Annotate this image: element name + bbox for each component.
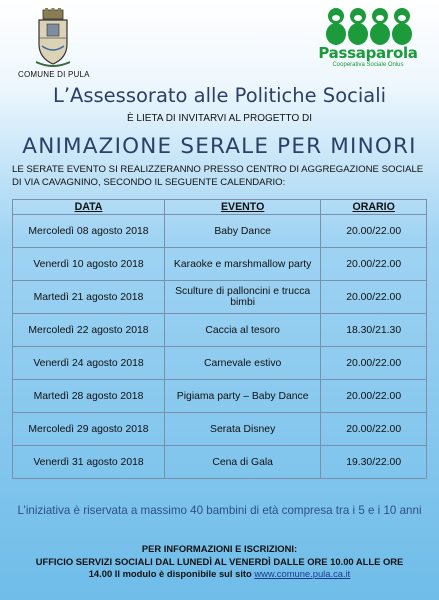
cell-date: Martedì 28 agosto 2018	[13, 380, 165, 413]
cell-time: 20.00/22.00	[321, 413, 427, 446]
table-row	[13, 248, 427, 281]
cell-event: Pigiama party – Baby Dance	[164, 380, 320, 413]
cell-time: 20.00/22.00	[321, 347, 427, 380]
header-data: DATA	[13, 200, 165, 215]
cell-event: Baby Dance	[164, 215, 320, 248]
cell-date: Venerdì 31 agosto 2018	[13, 446, 165, 479]
cell-event: Sculture di palloncini e trucca bimbi	[164, 281, 320, 314]
project-title: ANIMAZIONE SERALE PER MINORI	[22, 134, 417, 159]
info-form-line	[0, 568, 439, 581]
participation-note: L’iniziativa è riservata a massimo 40 bambini di età compresa tra i 5 e i 10 anni	[17, 504, 422, 517]
header-orario: ORARIO	[321, 200, 427, 215]
info-block	[0, 543, 439, 581]
logo-subtitle: Cooperativa Sociale Onlus	[332, 62, 404, 68]
cell-event: Cena di Gala	[164, 446, 320, 479]
cell-time: 19.30/22.00	[321, 446, 427, 479]
passaparola-logo	[304, 6, 432, 80]
logo-name: Passaparola	[318, 44, 418, 62]
table-row	[13, 347, 427, 380]
cell-date: Martedì 21 agosto 2018	[13, 281, 165, 314]
assessorato-title: L’Assessorato alle Politiche Sociali	[52, 84, 387, 107]
table-row	[13, 281, 427, 314]
info-hours: UFFICIO SERVIZI SOCIALI DAL LUNEDÌ AL VENERDÌ DALLE ORE 10.00 ALLE ORE	[35, 555, 404, 567]
intro-text: LE SERATE EVENTO SI REALIZZERANNO PRESSO CENTRO DI AGGREGAZIONE SOCIALE DI VIA CAVAGNINO, SECONDO IL SEGUENTE CALENDARIO:	[12, 164, 424, 188]
table-header-row	[13, 200, 427, 215]
cell-date: Mercoledì 08 agosto 2018	[13, 215, 165, 248]
cell-time: 20.00/22.00	[321, 215, 427, 248]
cell-time: 20.00/22.00	[321, 281, 427, 314]
table-row	[13, 215, 427, 248]
invitation-line: È LIETA DI INVITARVI AL PROGETTO DI	[126, 113, 313, 124]
header-evento: EVENTO	[164, 200, 320, 215]
cell-time: 20.00/22.00	[321, 380, 427, 413]
info-time-text: 14.00 Il modulo è disponibile sul sito	[88, 568, 252, 579]
info-title: PER INFORMAZIONI E ISCRIZIONI:	[141, 543, 298, 554]
comune-crest-logo	[34, 8, 72, 70]
cell-date: Mercoledì 29 agosto 2018	[13, 413, 165, 446]
calendar-table	[12, 199, 427, 479]
table-row	[13, 446, 427, 479]
cell-event: Serata Disney	[164, 413, 320, 446]
cell-date: Mercoledì 22 agosto 2018	[13, 314, 165, 347]
cell-date: Venerdì 24 agosto 2018	[13, 347, 165, 380]
table-row	[13, 380, 427, 413]
cell-date: Venerdì 10 agosto 2018	[13, 248, 165, 281]
monkeys-icon	[322, 6, 414, 46]
cell-time: 20.00/22.00	[321, 248, 427, 281]
website-link[interactable]: www.comune.pula.ca.it	[254, 568, 351, 579]
comune-label: COMUNE DI PULA	[18, 70, 90, 79]
cell-time: 18.30/21.30	[321, 314, 427, 347]
cell-event: Caccia al tesoro	[164, 314, 320, 347]
cell-event: Carnevale estivo	[164, 347, 320, 380]
table-row	[13, 413, 427, 446]
table-row	[13, 314, 427, 347]
cell-event: Karaoke e marshmallow party	[164, 248, 320, 281]
